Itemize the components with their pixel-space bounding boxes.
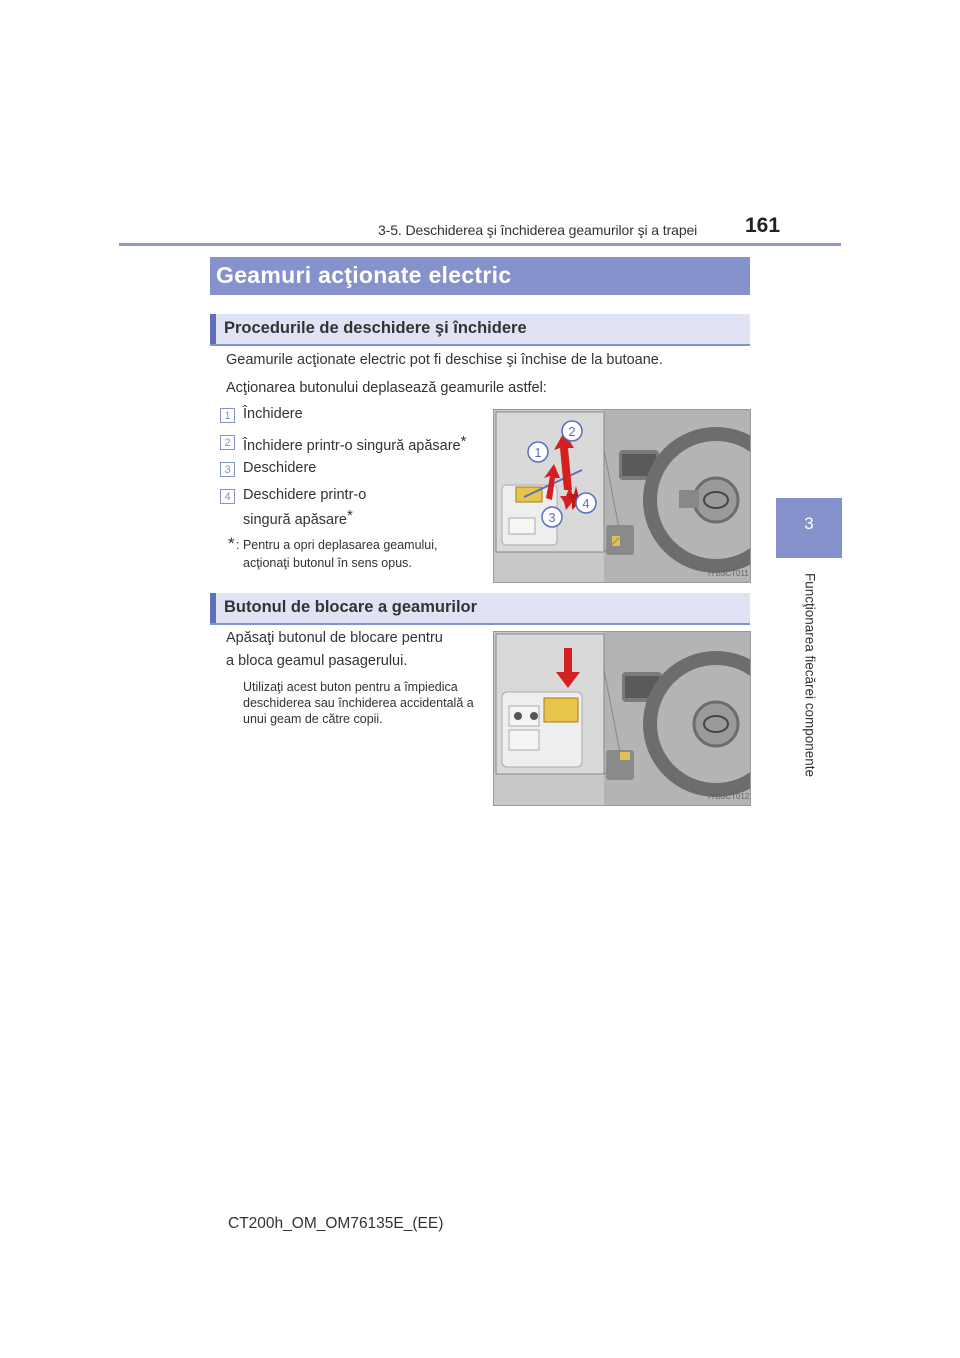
- item-number-4: 4: [220, 489, 235, 504]
- intro-text-1: Geamurile acţionate electric pot fi deschise şi închise de la butoane.: [226, 352, 663, 368]
- footnote-mark: *: [228, 534, 235, 553]
- svg-text:2: 2: [568, 424, 576, 439]
- section-title: Geamuri acţionate electric: [210, 257, 750, 295]
- svg-text:1: 1: [534, 445, 542, 460]
- lock-note-line-3: unui geam de către copii.: [243, 712, 383, 726]
- window-switch-photo: [493, 409, 751, 583]
- subheading-procedures: Procedurile de deschidere şi închidere: [210, 314, 750, 346]
- subheading-lock-switch: Butonul de blocare a geamurilor: [210, 593, 750, 625]
- footnote-line-2: acţionaţi butonul în sens opus.: [243, 556, 412, 570]
- item-text-1: Închidere: [243, 406, 303, 422]
- document-code: CT200h_OM_OM76135E_(EE): [228, 1215, 444, 1232]
- lock-note-line-2: deschiderea sau închiderea accidentală a: [243, 696, 474, 710]
- chapter-title: 3-5. Deschiderea şi închiderea geamurilor şi a trapei: [378, 222, 698, 238]
- item-text-4-line1: Deschidere printr-o: [243, 487, 367, 503]
- svg-text:IYB3CT011: IYB3CT011: [708, 569, 749, 578]
- item-number-2: 2: [220, 435, 235, 450]
- item-number-3: 3: [220, 462, 235, 477]
- page-number: 161: [745, 214, 781, 237]
- item-number-1: 1: [220, 408, 235, 423]
- lock-text-line-1: Apăsaţi butonul de blocare pentru: [226, 630, 443, 646]
- lock-switch-photo: [493, 631, 751, 806]
- svg-text:4: 4: [582, 496, 590, 511]
- item-text-3: Deschidere: [243, 460, 317, 476]
- svg-text:IYB3CT012: IYB3CT012: [708, 792, 750, 801]
- header-rule: [119, 243, 841, 246]
- lock-text-line-2: a bloca geamul pasagerului.: [226, 653, 408, 669]
- footnote-line-1: : Pentru a opri deplasarea geamului,: [236, 538, 438, 552]
- svg-text:3: 3: [548, 510, 556, 525]
- chapter-tab-number: 3: [804, 514, 814, 533]
- item-text-2: Închidere printr-o singură apăsare*: [243, 433, 467, 454]
- chapter-tab-label: Funcţionarea fiecărei componente: [802, 572, 818, 778]
- intro-text-2: Acţionarea butonului deplasează geamurile astfel:: [226, 380, 547, 396]
- lock-note-line-1: Utilizaţi acest buton pentru a împiedica: [243, 680, 458, 694]
- item-text-4-line2: singură apăsare*: [243, 507, 353, 528]
